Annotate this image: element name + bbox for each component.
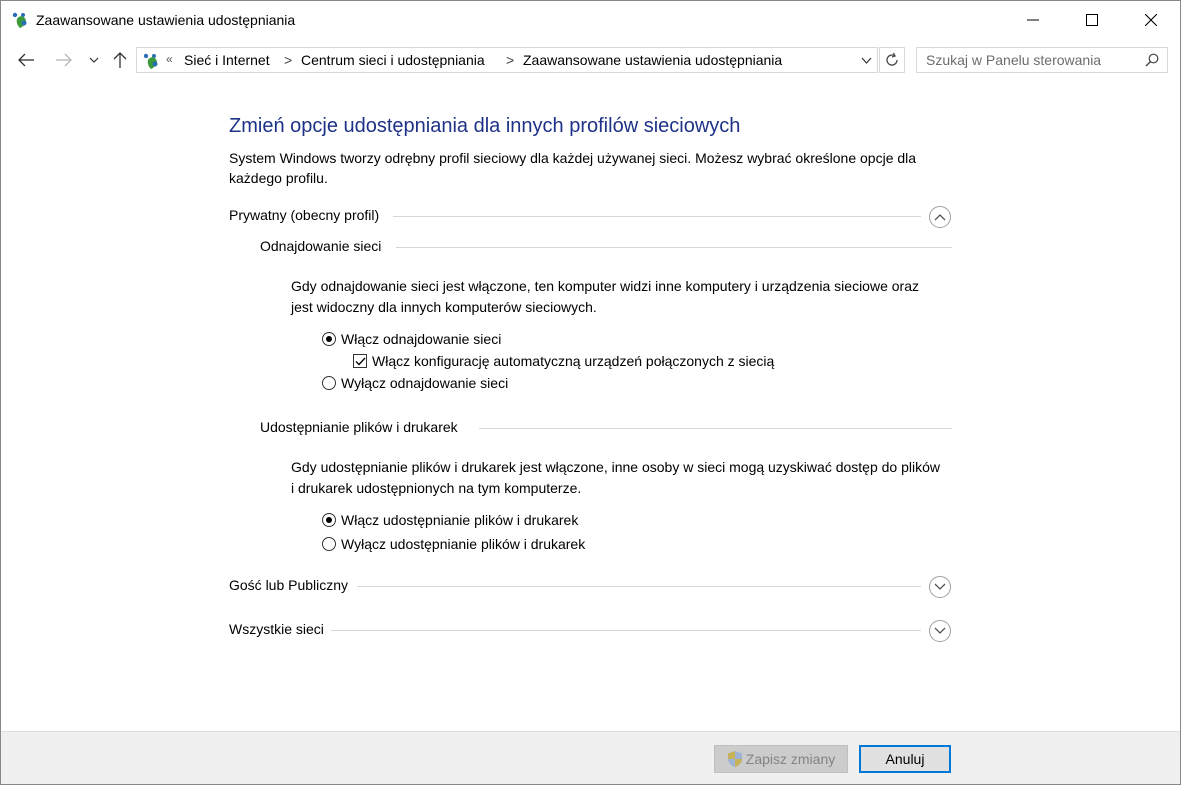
breadcrumb-advanced-sharing[interactable]: Zaawansowane ustawienia udostępniania [523, 52, 783, 68]
radio-selected-indicator[interactable] [322, 332, 336, 346]
window-title: Zaawansowane ustawienia udostępniania [36, 12, 296, 28]
page-title: Zmień opcje udostępniania dla innych profilów sieciowych [229, 115, 741, 137]
minimize-button[interactable] [1004, 1, 1062, 39]
close-button[interactable] [1122, 1, 1180, 39]
chevron-down-icon [89, 57, 99, 63]
radio-discovery-on[interactable]: Włącz odnajdowanie sieci [322, 331, 501, 347]
cancel-label: Anuluj [885, 751, 925, 767]
up-button[interactable] [110, 49, 130, 71]
radio-unselected-indicator[interactable] [322, 537, 336, 551]
section-guest-public[interactable] [1, 575, 1180, 599]
title-bar[interactable] [1, 1, 1180, 39]
save-changes-button[interactable] [714, 745, 848, 773]
subsection-network-discovery [1, 236, 1180, 260]
radio-discovery-off[interactable]: Wyłącz odnajdowanie sieci [322, 375, 508, 391]
recent-locations-button[interactable] [87, 49, 101, 71]
address-bar[interactable] [136, 47, 878, 73]
radio-sharing-off[interactable]: Wyłącz udostępnianie plików i drukarek [322, 536, 585, 552]
intro-text: System Windows tworzy odrębny profil sieciowy dla każdej używanej sieci. Możesz wybrać określone opcje dla każdego profilu. [229, 150, 917, 186]
subsection-file-sharing [1, 417, 1180, 441]
section-private[interactable] [1, 205, 1180, 229]
arrow-left-icon [17, 53, 35, 67]
footer [1, 731, 1180, 785]
section-all-networks[interactable] [1, 619, 1180, 643]
close-icon [1145, 14, 1157, 26]
chevron-down-icon [934, 583, 946, 591]
cancel-button[interactable] [859, 745, 951, 773]
save-changes-label: Zapisz zmiany [745, 751, 836, 767]
subsection-network-discovery-label: Odnajdowanie sieci [260, 238, 387, 254]
chevron-up-icon [934, 213, 946, 221]
checkbox-auto-config[interactable]: Włącz konfigurację automatyczną urządzeń połączonych z siecią [353, 353, 774, 369]
network-discovery-description: Gdy odnajdowanie sieci jest włączone, ten komputer widzi inne komputery i urządzenia sieciowe oraz jest widoczny dla innych komputerów sieciowych. [291, 278, 919, 315]
search-box[interactable] [916, 47, 1168, 73]
minimize-icon [1027, 14, 1039, 26]
search-placeholder: Szukaj w Panelu sterowania [926, 52, 1102, 68]
network-icon [11, 11, 29, 29]
breadcrumb-overflow[interactable]: « [166, 52, 173, 66]
breadcrumb-network-center[interactable]: Centrum sieci i udostępniania [301, 52, 485, 68]
refresh-icon [884, 52, 900, 68]
radio-selected-indicator[interactable] [322, 513, 336, 527]
collapse-private-button[interactable] [929, 206, 951, 228]
checkbox-indicator[interactable] [353, 354, 367, 368]
checkmark-icon [355, 357, 366, 366]
search-icon[interactable] [1145, 53, 1159, 67]
refresh-button[interactable] [879, 47, 905, 73]
breadcrumb-network-internet[interactable]: Sieć i Internet [184, 52, 270, 68]
section-guest-public-label[interactable]: Gość lub Publiczny [229, 577, 354, 593]
chevron-down-icon [934, 627, 946, 635]
expand-guest-button[interactable] [929, 576, 951, 598]
back-button[interactable] [15, 49, 37, 71]
arrow-up-icon [113, 51, 127, 69]
arrow-right-icon [55, 53, 73, 67]
address-history-dropdown[interactable] [855, 48, 877, 72]
section-all-networks-label[interactable]: Wszystkie sieci [229, 621, 330, 637]
expand-all-networks-button[interactable] [929, 620, 951, 642]
file-sharing-description: Gdy udostępnianie plików i drukarek jest włączone, inne osoby w sieci mogą uzyskiwać dostęp do plików i drukarek udostępnionych na tym komputerze. [291, 459, 940, 496]
radio-unselected-indicator[interactable] [322, 376, 336, 390]
subsection-file-sharing-label: Udostępnianie plików i drukarek [260, 419, 464, 435]
navigation-bar [1, 39, 1180, 81]
main-content [1, 81, 1180, 731]
forward-button[interactable] [53, 49, 75, 71]
network-icon [142, 52, 160, 70]
breadcrumb-separator[interactable]: > [284, 52, 293, 68]
chevron-down-icon [861, 57, 872, 64]
radio-sharing-on[interactable]: Włącz udostępnianie plików i drukarek [322, 512, 578, 528]
breadcrumb-separator[interactable]: > [506, 52, 515, 68]
section-private-label[interactable]: Prywatny (obecny profil) [229, 207, 385, 223]
maximize-icon [1086, 14, 1098, 26]
uac-shield-icon [727, 750, 743, 768]
maximize-button[interactable] [1063, 1, 1121, 39]
